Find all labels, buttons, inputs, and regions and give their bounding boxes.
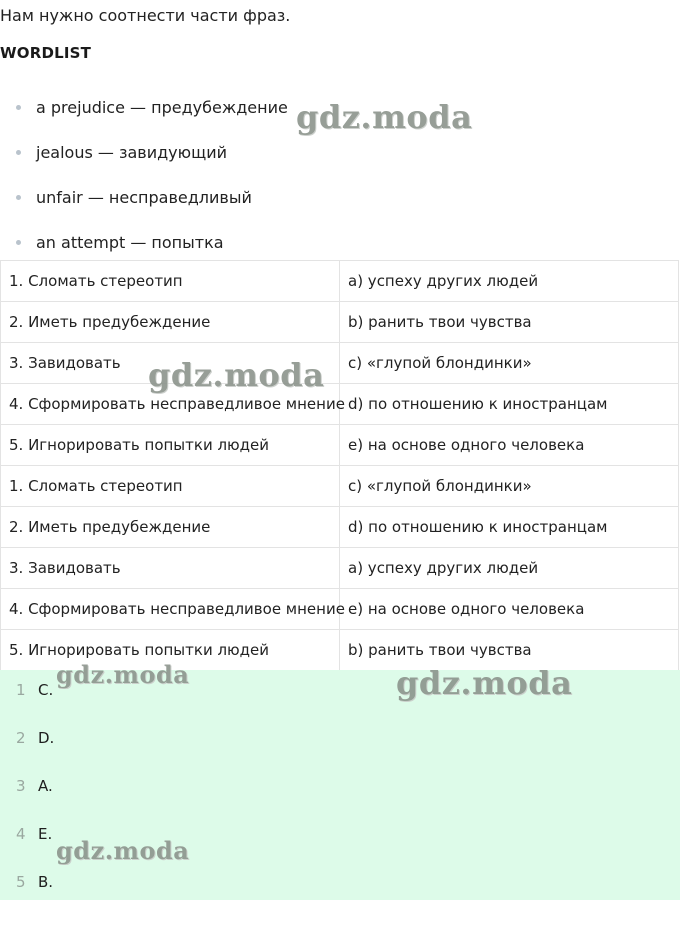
- answer-value: C.: [38, 681, 54, 699]
- wordlist-item: [0, 131, 288, 176]
- table-cell-ending: c) «глупой блондинки»: [340, 466, 679, 507]
- table-row: [1, 261, 679, 302]
- table-cell-phrase: 3. Завидовать: [1, 548, 340, 589]
- table-row: [1, 425, 679, 466]
- watermark-logo: gdz.moda: [56, 660, 190, 689]
- table-cell-ending: e) на основе одного человека: [340, 425, 679, 466]
- intro-text: Нам нужно соотнести части фраз.: [0, 6, 291, 25]
- table-cell-ending: a) успеху других людей: [340, 548, 679, 589]
- answer-block: [0, 670, 680, 900]
- answer-value: B.: [38, 873, 54, 891]
- table-row: [1, 548, 679, 589]
- table-cell-ending: d) по отношению к иностранцам: [340, 384, 679, 425]
- watermark-logo: gdz.moda: [56, 836, 190, 865]
- table-cell-ending: a) успеху других людей: [340, 261, 679, 302]
- table-cell-phrase: 5. Игнорировать попытки людей: [1, 425, 340, 466]
- table-cell-ending: e) на основе одного человека: [340, 589, 679, 630]
- wordlist-heading: WORDLIST: [0, 44, 92, 62]
- bullet-icon: [16, 240, 21, 245]
- answer-value: E.: [38, 825, 53, 843]
- table-cell-ending: c) «глупой блондинки»: [340, 343, 679, 384]
- wordlist-item: [0, 176, 288, 221]
- watermark-logo: gdz.moda: [396, 664, 573, 702]
- answer-value: D.: [38, 729, 55, 747]
- table-cell-phrase: 4. Сформировать несправедливое мнение: [1, 384, 340, 425]
- table-cell-phrase: 3. Завидовать: [1, 343, 340, 384]
- answer-number: 3: [16, 777, 26, 795]
- answer-value: A.: [38, 777, 53, 795]
- answer-number: 4: [16, 825, 26, 843]
- matching-table: [0, 260, 679, 671]
- watermark-logo: gdz.moda: [296, 98, 473, 136]
- wordlist-item-text: jealous — завидующий: [36, 143, 227, 162]
- table-cell-phrase: 2. Иметь предубеждение: [1, 507, 340, 548]
- table-cell-phrase: 1. Сломать стереотип: [1, 261, 340, 302]
- bullet-icon: [16, 195, 21, 200]
- answer-number: 2: [16, 729, 26, 747]
- wordlist-item-text: a prejudice — предубеждение: [36, 98, 288, 117]
- watermark-logo: gdz.moda: [148, 356, 325, 394]
- wordlist-item-text: an attempt — попытка: [36, 233, 224, 252]
- wordlist: [0, 86, 288, 266]
- table-cell-phrase: 1. Сломать стереотип: [1, 466, 340, 507]
- wordlist-item: [0, 86, 288, 131]
- wordlist-item-text: unfair — несправедливый: [36, 188, 252, 207]
- table-cell-phrase: 5. Игнорировать попытки людей: [1, 630, 340, 671]
- table-row: [1, 466, 679, 507]
- answer-number: 5: [16, 873, 26, 891]
- table-cell-phrase: 4. Сформировать несправедливое мнение: [1, 589, 340, 630]
- table-row: [1, 302, 679, 343]
- table-cell-ending: b) ранить твои чувства: [340, 630, 679, 671]
- table-row: [1, 589, 679, 630]
- bullet-icon: [16, 150, 21, 155]
- table-row: [1, 343, 679, 384]
- table-row: [1, 507, 679, 548]
- table-cell-ending: b) ранить твои чувства: [340, 302, 679, 343]
- table-row: [1, 384, 679, 425]
- bullet-icon: [16, 105, 21, 110]
- answer-number: 1: [16, 681, 26, 699]
- table-cell-ending: d) по отношению к иностранцам: [340, 507, 679, 548]
- table-row: [1, 630, 679, 671]
- table-cell-phrase: 2. Иметь предубеждение: [1, 302, 340, 343]
